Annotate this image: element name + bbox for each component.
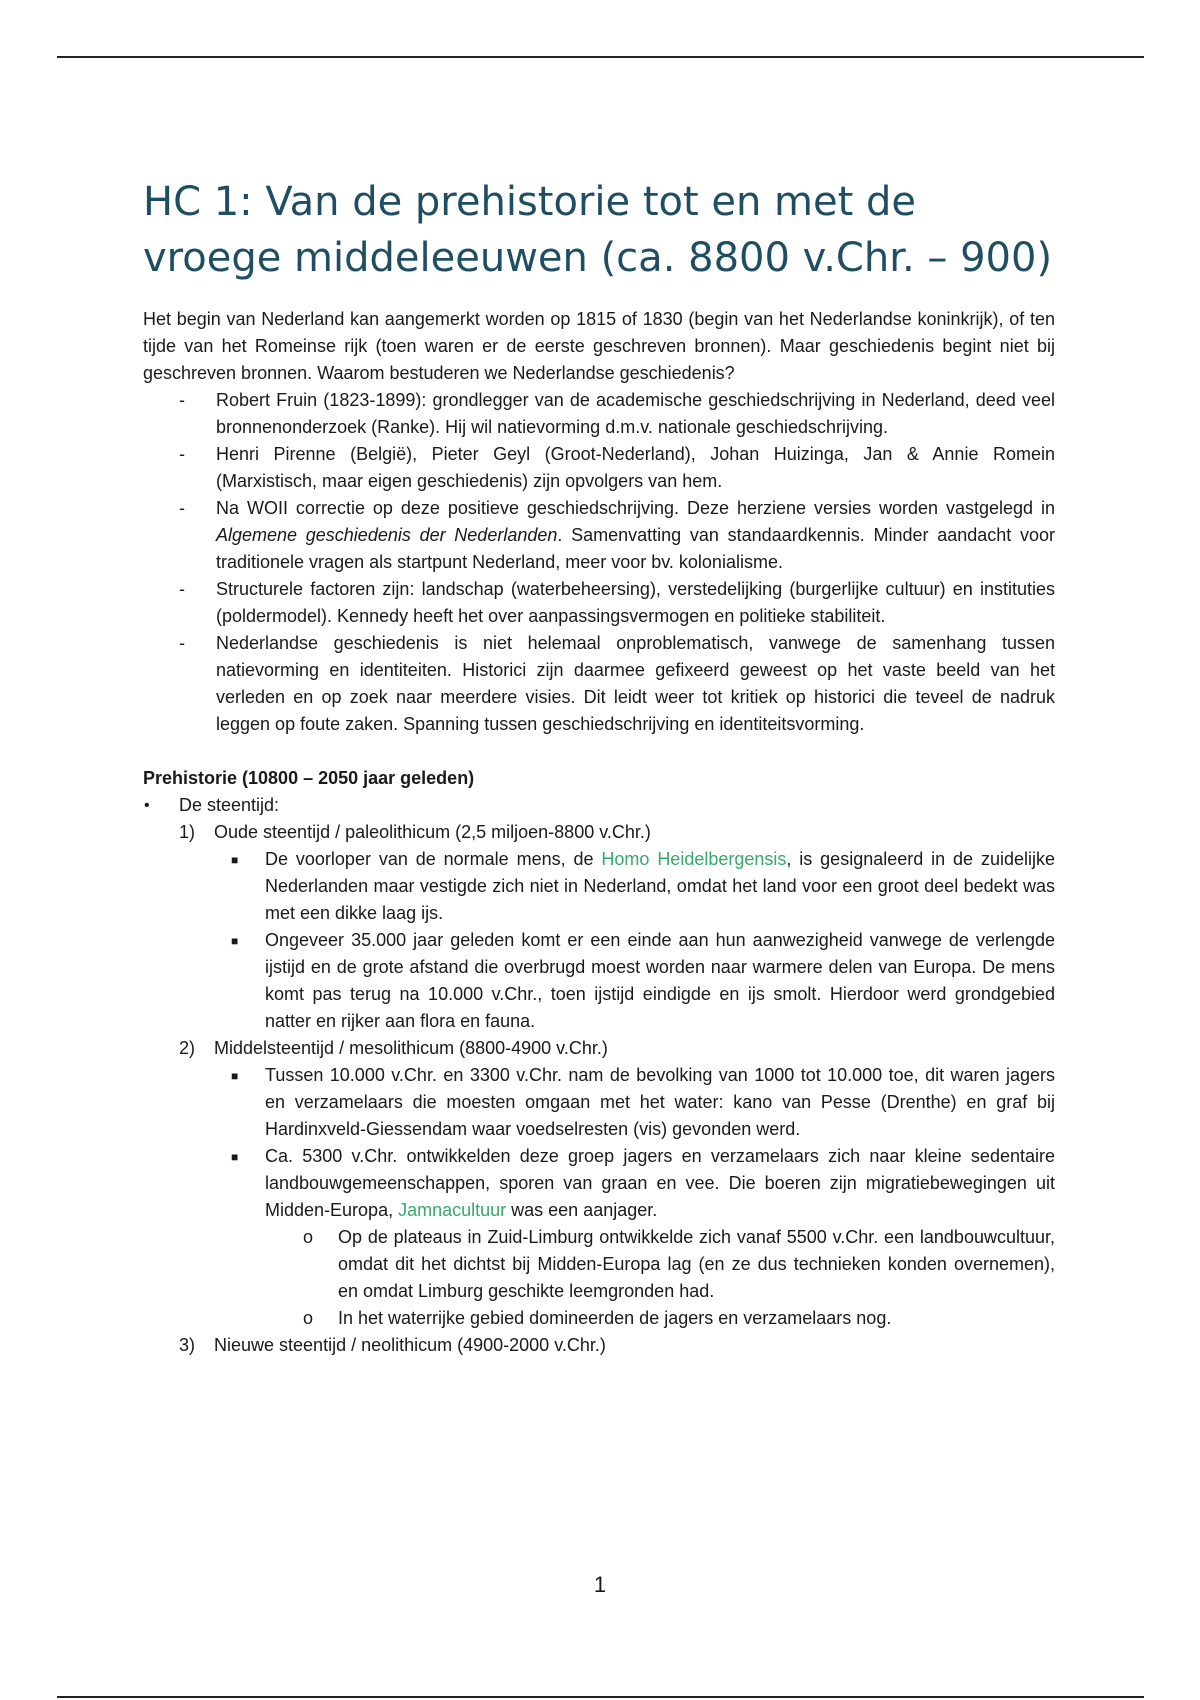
- numbered-item-label: Middelsteentijd / mesolithicum (8800-4900 v.Chr.): [214, 1038, 608, 1058]
- intro-bullet-list: [143, 387, 1055, 738]
- list-item-text: Ongeveer 35.000 jaar geleden komt er een einde aan hun aanwezigheid vanwege de verlengde ijstijd en de grote afstand die overbrugd moest worden naar warmere delen van Europa. De mens komt pas terug na 10.000 v.Chr., toen ijstijd eindigde en ijs smolt. Hierdoor werd grondgebied natter en rijker aan flora en fauna.: [265, 930, 1055, 1031]
- dash-marker: -: [179, 633, 185, 653]
- square-bullet-icon: ■: [231, 1069, 239, 1083]
- list-item-text: De voorloper van de normale mens, de: [265, 849, 602, 869]
- list-item-text: Na WOII correctie op deze positieve geschiedschrijving. Deze herziene versies worden vastgelegd in: [216, 498, 1055, 518]
- book-title: Algemene geschiedenis der Nederlanden: [216, 525, 558, 545]
- jamnacultuur-link[interactable]: Jamnacultuur: [398, 1200, 507, 1220]
- page-title: HC 1: Van de prehistorie tot en met de vroege middeleeuwen (ca. 8800 v.Chr. – 900): [143, 179, 1053, 281]
- list-item-text: In het waterrijke gebied domineerden de jagers en verzamelaars nog.: [338, 1308, 892, 1328]
- list-item-text: . Samenvatting van standaardkennis. Minder aandacht voor traditionele vragen als startpunt Nederland, meer voor bv. kolonialisme.: [216, 525, 1055, 572]
- list-item: [143, 1143, 1055, 1224]
- bullet-marker: •: [144, 797, 150, 814]
- square-bullet-icon: ■: [231, 853, 239, 867]
- list-item: [143, 495, 1055, 576]
- dash-marker: -: [179, 579, 185, 599]
- list-item-text: Nederlandse geschiedenis is niet helemaal onproblematisch, vanwege de samenhang tussen natievorming en identiteiten. Historici zijn daarmee gefixeerd geweest op het vaste beeld van het verleden en op zoek naar meerdere visies. Dit leidt weer tot kritiek op historici die teveel de nadruk leggen op foute zaken. Spanning tussen geschiedschrijving en identiteitsvorming.: [216, 633, 1055, 734]
- list-item-text: Structurele factoren zijn: landschap (waterbeheersing), verstedelijking (burgerlijke cultuur) en instituties (poldermodel). Kennedy heeft het over aanpassingsvermogen en politieke stabiliteit.: [216, 579, 1055, 626]
- bullet-text: De steentijd:: [179, 795, 280, 815]
- numbered-item-label: Nieuwe steentijd / neolithicum (4900-2000 v.Chr.): [214, 1335, 606, 1355]
- number-marker: 3): [179, 1335, 196, 1355]
- intro-paragraph: Het begin van Nederland kan aangemerkt worden op 1815 of 1830 (begin van het Nederlandse koninkrijk), of ten tijde van het Romeinse rijk (toen waren er de eerste geschreven bronnen). Maar geschiedenis begint niet bij geschreven bronnen. Waarom bestuderen we Nederlandse geschiedenis?: [143, 309, 1055, 383]
- list-item-text: was een aanjager.: [506, 1200, 658, 1220]
- square-bullet-icon: ■: [231, 1150, 239, 1164]
- section-heading: Prehistorie (10800 – 2050 jaar geleden): [143, 768, 475, 788]
- list-item: [143, 387, 1055, 441]
- footer-rule: [57, 1696, 1144, 1698]
- list-item-text: Ca. 5300 v.Chr. ontwikkelden deze groep jagers en verzamelaars zich naar kleine sedentaire landbouwgemeenschappen, sporen van graan en vee. Die boeren zijn migratiebewegingen uit Midden-Europa,: [265, 1146, 1055, 1220]
- list-item-text: Tussen 10.000 v.Chr. en 3300 v.Chr. nam de bevolking van 1000 tot 10.000 toe, dit waren jagers en verzamelaars die moesten omgaan met het water: kano van Pesse (Drenthe) en graf bij Hardinxveld-Giessendam waar voedselresten (vis) gevonden werd.: [265, 1065, 1055, 1139]
- sub-list-item: [143, 1305, 1055, 1332]
- numbered-item-label: Oude steentijd / paleolithicum (2,5 miljoen-8800 v.Chr.): [214, 822, 651, 842]
- numbered-item-1: [143, 819, 1055, 846]
- number-marker: 1): [179, 822, 196, 842]
- list-item-text: Henri Pirenne (België), Pieter Geyl (Groot-Nederland), Johan Huizinga, Jan & Annie Romein (Marxistisch, maar eigen geschiedenis) zijn opvolgers van hem.: [216, 444, 1055, 491]
- dash-marker: -: [179, 390, 185, 410]
- dash-marker: -: [179, 498, 185, 518]
- numbered-item-2: [143, 1035, 1055, 1062]
- circle-bullet-marker: o: [303, 1308, 314, 1328]
- homo-heidelbergensis-link[interactable]: Homo Heidelbergensis: [601, 849, 787, 869]
- list-item: [143, 846, 1055, 927]
- numbered-item-3: [143, 1332, 1055, 1359]
- number-marker: 2): [179, 1038, 196, 1058]
- square-bullet-icon: ■: [231, 934, 239, 948]
- page-content: [143, 174, 1055, 1359]
- list-item-text: Robert Fruin (1823-1899): grondlegger van de academische geschiedschrijving in Nederland, deed veel bronnenonderzoek (Ranke). Hij wil natievorming d.m.v. nationale geschiedschrijving.: [216, 390, 1055, 437]
- sub-list-item: [143, 1224, 1055, 1305]
- page-number: 1: [593, 1572, 607, 1597]
- list-item: [143, 576, 1055, 630]
- bullet-steentijd: [143, 792, 1055, 819]
- circle-bullet-marker: o: [303, 1227, 314, 1247]
- list-item: [143, 927, 1055, 1035]
- list-item-text: Op de plateaus in Zuid-Limburg ontwikkelde zich vanaf 5500 v.Chr. een landbouwcultuur, omdat dit het dichtst bij Midden-Europa lag (en ze dus technieken konden overnemen), en omdat Limburg geschikte leemgronden had.: [338, 1227, 1055, 1301]
- list-item: [143, 630, 1055, 738]
- list-item-text: , is gesignaleerd in de zuidelijke Nederlanden maar vestigde zich niet in Nederland, omdat het land voor een groot deel bedekt was met een dikke laag ijs.: [265, 849, 1055, 923]
- list-item: [143, 441, 1055, 495]
- list-item: [143, 1062, 1055, 1143]
- header-rule: [57, 56, 1144, 58]
- dash-marker: -: [179, 444, 185, 464]
